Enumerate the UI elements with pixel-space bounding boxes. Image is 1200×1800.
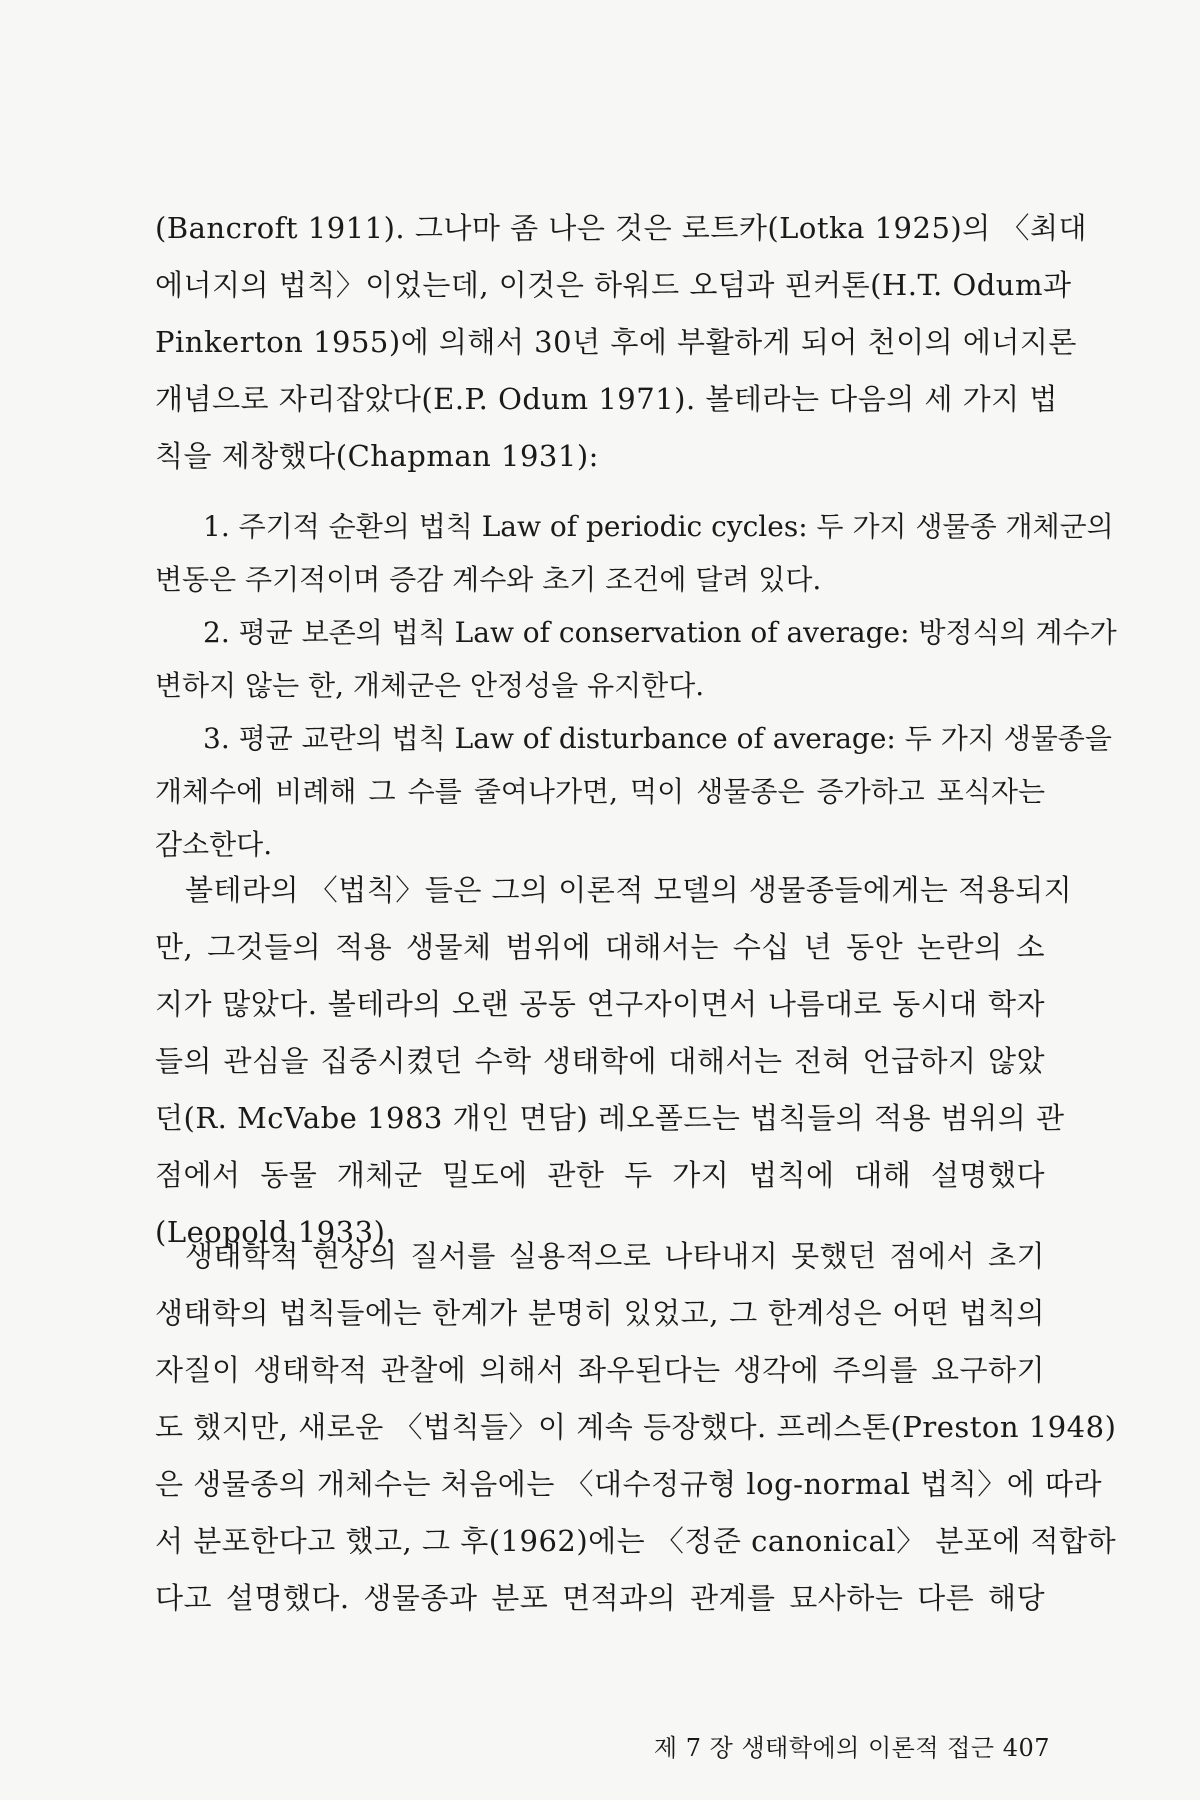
law-item-line: 개체수에 비례해 그 수를 줄여나가면, 먹이 생물종은 증가하고 포식자는 bbox=[155, 775, 1045, 808]
paragraph-line: 생태학적 현상의 질서를 실용적으로 나타내지 못했던 점에서 초기 bbox=[185, 1239, 1045, 1273]
paragraph-line: 서 분포한다고 했고, 그 후(1962)에는 〈정준 canonical〉 분포에 적합하 bbox=[155, 1524, 1117, 1558]
paragraph-line: 점에서 동물 개체군 밀도에 관한 두 가지 법칙에 대해 설명했다 bbox=[155, 1158, 1045, 1192]
law-list bbox=[155, 500, 1117, 871]
paragraph-line: 자질이 생태학적 관찰에 의해서 좌우된다는 생각에 주의를 요구하기 bbox=[155, 1353, 1045, 1387]
law-item-line: 2. 평균 보존의 법칙 Law of conservation of average: 방정식의 계수가 bbox=[203, 616, 1117, 649]
law-item-line: 변동은 주기적이며 증감 계수와 초기 조건에 달려 있다. bbox=[155, 563, 822, 596]
page-number: 407 bbox=[1002, 1734, 1050, 1762]
law-item-1 bbox=[155, 500, 1114, 606]
paragraph-line: 개념으로 자리잡았다(E.P. Odum 1971). 볼테라는 다음의 세 가지 법 bbox=[155, 382, 1058, 416]
paragraph-line: (Bancroft 1911). 그나마 좀 나은 것은 로트카(Lotka 1925)의 〈최대 bbox=[155, 211, 1087, 245]
law-item-2 bbox=[155, 606, 1117, 712]
law-item-line: 3. 평균 교란의 법칙 Law of disturbance of average: 두 가지 생물종을 bbox=[203, 722, 1112, 755]
paragraph-line: 지가 많았다. 볼테라의 오랜 공동 연구자이면서 나름대로 동시대 학자 bbox=[155, 987, 1045, 1021]
paragraph-line: 들의 관심을 집중시켰던 수학 생태학에 대해서는 전혀 언급하지 않았 bbox=[155, 1044, 1045, 1078]
paragraph-1 bbox=[155, 200, 1087, 485]
paragraph-line: 생태학의 법칙들에는 한계가 분명히 있었고, 그 한계성은 어떤 법칙의 bbox=[155, 1296, 1045, 1330]
paragraph-3 bbox=[155, 1228, 1117, 1627]
law-item-line: 1. 주기적 순환의 법칙 Law of periodic cycles: 두 가지 생물종 개체군의 bbox=[203, 510, 1114, 543]
paragraph-line: 칙을 제창했다(Chapman 1931): bbox=[155, 439, 599, 473]
paragraph-2 bbox=[155, 862, 1073, 1261]
paragraph-line: 볼테라의 〈법칙〉들은 그의 이론적 모델의 생물종들에게는 적용되지 bbox=[185, 873, 1073, 907]
paragraph-line: 던(R. McVabe 1983 개인 면담) 레오폴드는 법칙들의 적용 범위의 관 bbox=[155, 1101, 1065, 1135]
paragraph-line: Pinkerton 1955)에 의해서 30년 후에 부활하게 되어 천이의 에너지론 bbox=[155, 325, 1077, 359]
paragraph-line: (Leopold 1933). bbox=[155, 1215, 396, 1249]
paragraph-line: 에너지의 법칙〉이었는데, 이것은 하워드 오덤과 핀커톤(H.T. Odum과 bbox=[155, 268, 1072, 302]
law-item-3 bbox=[155, 712, 1112, 871]
running-head: 제 7 장 생태학에의 이론적 접근 bbox=[653, 1734, 995, 1762]
page-footer bbox=[654, 1728, 1050, 1763]
paragraph-line: 만, 그것들의 적용 생물체 범위에 대해서는 수십 년 동안 논란의 소 bbox=[155, 930, 1045, 964]
law-item-line: 감소한다. bbox=[155, 828, 273, 861]
law-item-line: 변하지 않는 한, 개체군은 안정성을 유지한다. bbox=[155, 669, 705, 702]
paragraph-line: 도 했지만, 새로운 〈법칙들〉이 계속 등장했다. 프레스톤(Preston 1948) bbox=[155, 1410, 1117, 1444]
paragraph-line: 은 생물종의 개체수는 처음에는 〈대수정규형 log-normal 법칙〉에 따라 bbox=[155, 1467, 1103, 1501]
paragraph-line: 다고 설명했다. 생물종과 분포 면적과의 관계를 묘사하는 다른 해당 bbox=[155, 1581, 1045, 1615]
